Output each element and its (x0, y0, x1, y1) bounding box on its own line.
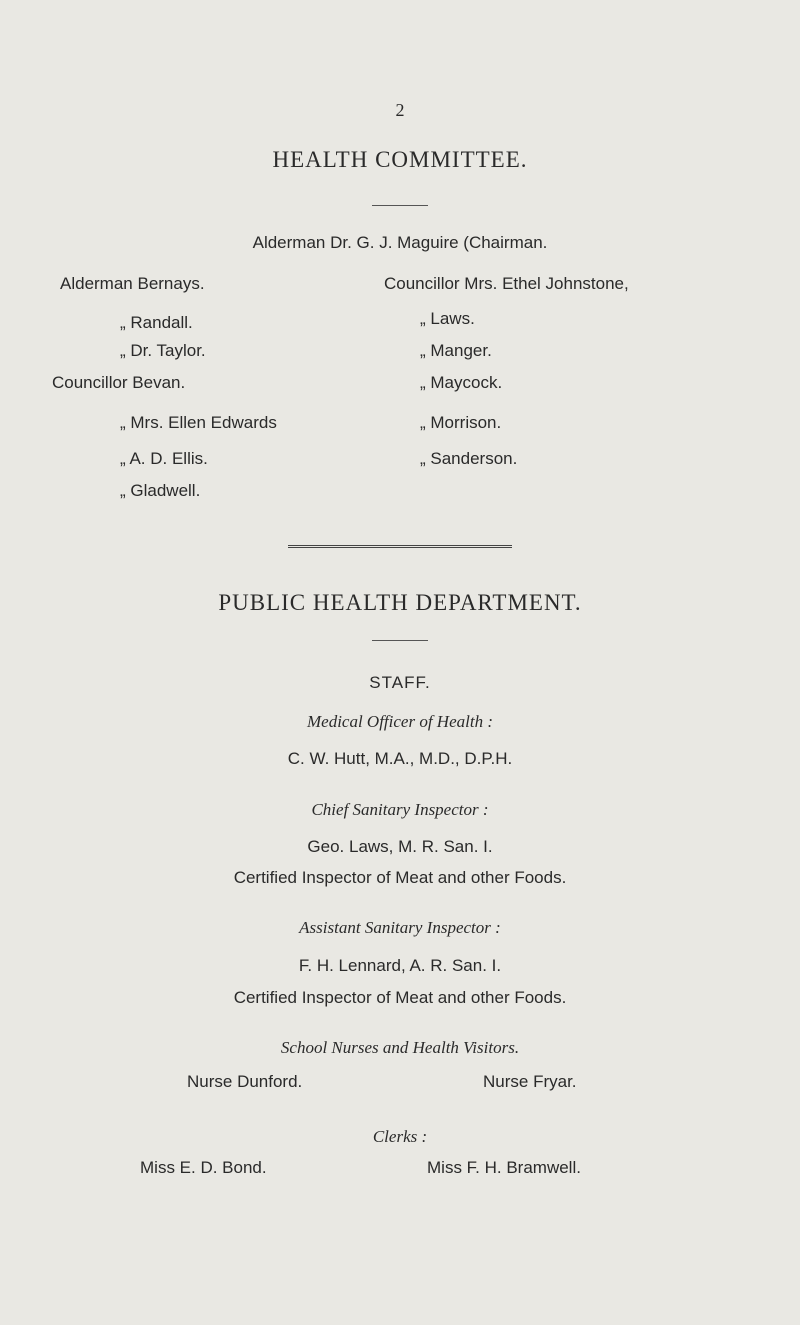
staff-heading: STAFF. (369, 673, 431, 692)
member-left-4: Councillor Bevan. (52, 373, 186, 392)
member-left-7: „ Gladwell. (120, 481, 201, 500)
nurse-2: Nurse Fryar. (483, 1072, 577, 1091)
csi-note: Certified Inspector of Meat and other Foods. (233, 868, 567, 887)
clerk-2: Miss F. H. Bramwell. (427, 1158, 581, 1177)
chairman-line: Alderman Dr. G. J. Maguire (Chairman. (252, 233, 548, 252)
title-rule (372, 205, 428, 206)
asi-name: F. H. Lennard, A. R. San. I. (298, 956, 502, 975)
clerks-title: Clerks : (372, 1127, 428, 1146)
page-number: 2 (395, 100, 405, 120)
asi-note: Certified Inspector of Meat and other Foods. (233, 988, 567, 1007)
nurses-title: School Nurses and Health Visitors. (280, 1038, 520, 1057)
section-divider (288, 545, 512, 548)
csi-title: Chief Sanitary Inspector : (311, 800, 489, 819)
nurse-1: Nurse Dunford. (187, 1072, 303, 1091)
department-rule (372, 640, 428, 641)
member-right-5: „ Morrison. (420, 413, 502, 432)
member-left-6: „ A. D. Ellis. (120, 449, 208, 468)
member-right-4: „ Maycock. (420, 373, 503, 392)
member-right-1: Councillor Mrs. Ethel Johnstone, (384, 274, 629, 293)
member-left-3: „ Dr. Taylor. (120, 341, 206, 360)
moh-name: C. W. Hutt, M.A., M.D., D.P.H. (287, 749, 513, 768)
department-title: PUBLIC HEALTH DEPARTMENT. (218, 590, 582, 615)
member-right-3: „ Manger. (420, 341, 492, 360)
asi-title: Assistant Sanitary Inspector : (299, 918, 501, 937)
csi-name: Geo. Laws, M. R. San. I. (307, 837, 493, 856)
member-right-2: „ Laws. (420, 309, 475, 328)
committee-title: HEALTH COMMITTEE. (272, 147, 528, 172)
clerk-1: Miss E. D. Bond. (140, 1158, 267, 1177)
moh-title: Medical Officer of Health : (306, 712, 493, 731)
member-left-2: „ Randall. (120, 313, 193, 332)
member-left-1: Alderman Bernays. (60, 274, 205, 293)
member-right-6: „ Sanderson. (420, 449, 518, 468)
member-left-5: „ Mrs. Ellen Edwards (120, 413, 277, 432)
